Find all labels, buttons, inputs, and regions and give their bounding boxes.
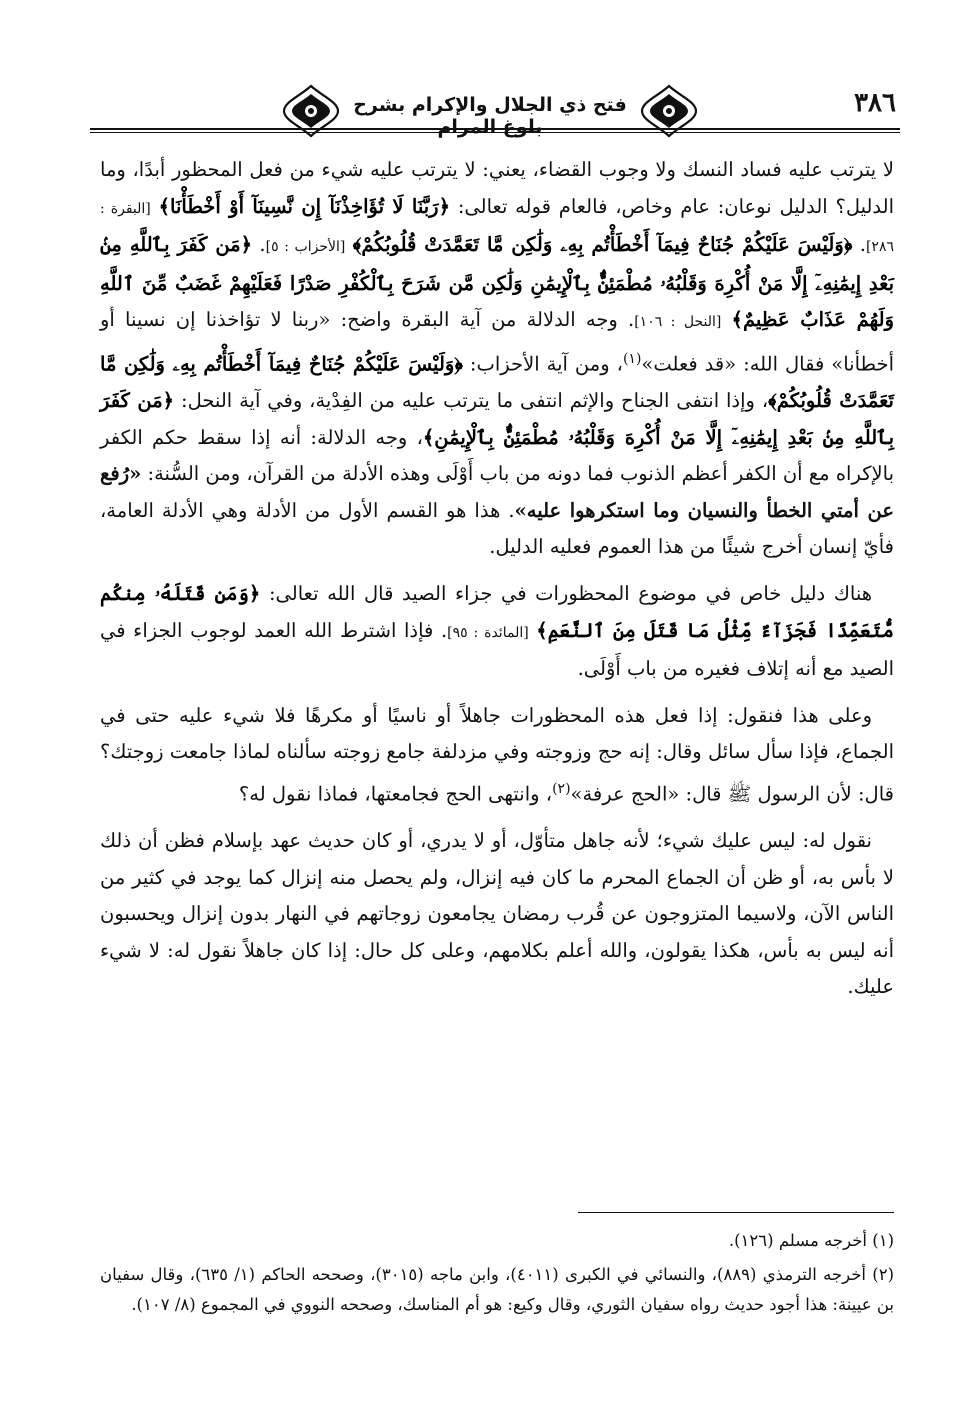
- quran-verse: ﴿وَلَيْسَ عَلَيْكُمْ جُنَاحٌ فِيمَآ أَخْطَأْتُم بِهِۦ وَلَٰكِن مَّا تَعَمَّدَتْ قُلُوبُكُمْ﴾: [100, 352, 894, 413]
- page-header: [90, 82, 900, 142]
- verse-reference: [البقرة : ٢٨٦]: [100, 200, 894, 256]
- hadith-quote: «رُفع عن أمتي الخطأ والنسيان وما استكرهوا عليه»: [100, 462, 894, 522]
- text-run: . فإذا اشترط الله العمد لوجوب الجزاء في الصيد مع أنه إتلاف فغيره من باب أَوْلَى.: [100, 618, 894, 681]
- text-run: .: [852, 233, 866, 257]
- paragraph-3: [100, 698, 894, 813]
- text-run: ، وجه الدلالة: أنه إذا سقط حكم الكفر بالإكراه مع أن الكفر أعظم الذنوب فما دونه من باب أَوْلَى وهذه الأدلة من القرآن، ومن السُّنة:: [100, 425, 894, 486]
- running-title: فتح ذي الجلال والإكرام بشرح بلوغ المرام: [353, 94, 627, 138]
- text-run: . وجه الدلالة من آية البقرة واضح: «ربنا لا تؤاخذنا إن نسينا أو أخطأنا» فقال الله: «قد فعلت»: [100, 308, 894, 376]
- footnote-marker: (٢): [552, 781, 571, 797]
- verse-reference: [المائدة : ٩٥]: [447, 624, 529, 641]
- main-text: [100, 152, 894, 1016]
- footnote-1: (١) أخرجه مسلم (١٢٦).: [728, 1231, 894, 1250]
- footnote-2: (٢) أخرجه الترمذي (٨٨٩)، والنسائي في الكبرى (٤٠١١)، وابن ماجه (٣٠١٥)، وصححه الحاكم (١/ ٦٣٥)، وقال سفيان بن عيينة: هذا أجود حديث رواه سفيان الثوري، وقال وكيع: هو أم المناسك، وصححه النووي في المجموع (٨/ ١٠٧).: [100, 1265, 894, 1314]
- text-run: ، وانتهى الحج فجامعتها، فماذا نقول له؟: [238, 782, 553, 806]
- paragraph-1: [100, 152, 894, 566]
- quran-verse: ﴿رَبَّنَا لَا تُؤَاخِذْنَآ إِن نَّسِينَآ أَوْ أَخْطَأْنَا﴾: [158, 194, 451, 218]
- quran-verse: ﴿وَمَن قَتَلَهُۥ مِنكُم مُّتَعَمِّدًا فَجَزَآءٌ مِّثْلُ مَا قَتَلَ مِنَ ٱلنَّعَمِ﴾: [100, 582, 894, 642]
- text-run: . هذا هو القسم الأول من الأدلة وهي الأدلة العامة، فأيّ إنسان أخرج شيئًا من هذا العموم فعليه الدليل.: [100, 498, 894, 559]
- text-run: .: [252, 233, 266, 257]
- header-divider-thin: [90, 132, 900, 133]
- quran-verse: ﴿مَن كَفَرَ بِٱللَّهِ مِنۢ بَعْدِ إِيمَٰنِهِۦٓ إِلَّا مَنْ أُكْرِهَ وَقَلْبُهُۥ مُطْمَئِنٌّۢ بِٱلْإِيمَٰنِ وَلَٰكِن مَّن شَرَحَ بِٱلْكُفْرِ صَدْرًا فَعَلَيْهِمْ غَضَبٌ مِّنَ ٱللَّهِ وَلَهُمْ عَذَابٌ عَظِيمٌ﴾: [100, 233, 894, 332]
- text-run: وعلى هذا فنقول: إذا فعل هذه المحظورات جاهلاً أو ناسيًا أو مكرهًا فلا شيء عليه حتى في الجماع، فإذا سأل سائل وقال: إنه حج وزوجته وفي مزدلفة جامع زوجته سألناه لماذا جامعت زوجتك؟ قال: لأن الرسول ﷺ قال: «الحج عرفة»: [100, 703, 894, 806]
- footnote-marker: (١): [622, 350, 642, 367]
- quran-verse: ﴿مَن كَفَرَ بِٱللَّهِ مِنۢ بَعْدِ إِيمَٰنِهِۦٓ إِلَّا مَنْ أُكْرِهَ وَقَلْبُهُۥ مُطْمَئِنٌّۢ بِٱلْإِيمَٰنِ﴾: [100, 389, 895, 449]
- page-number: ٣٨٦: [854, 88, 896, 118]
- footnotes: [100, 1226, 894, 1324]
- footnote-divider: [578, 1212, 894, 1213]
- text-run: هناك دليل خاص في موضوع المحظورات في جزاء الصيد قال الله تعالى:: [260, 582, 872, 606]
- paragraph-4: [100, 823, 894, 1006]
- paragraph-2: [100, 576, 894, 688]
- text-run: ، ومن آية الأحزاب:: [462, 352, 623, 376]
- header-divider: [90, 128, 900, 130]
- text-run: لا يترتب عليه فساد النسك ولا وجوب القضاء، يعني: لا يترتب عليه شيء من فعل المحظور أبدًا، وما الدليل؟ الدليل نوعان: عام وخاص، فالعام قوله تعالى:: [100, 158, 895, 218]
- verse-reference: [النحل : ١٠٦]: [634, 314, 722, 331]
- verse-reference: [الأحزاب : ٥]: [265, 239, 346, 256]
- quran-verse: ﴿وَلَيْسَ عَلَيْكُمْ جُنَاحٌ فِيمَآ أَخْطَأْتُم بِهِۦ وَلَٰكِن مَّا تَعَمَّدَتْ قُلُوبُكُمْ﴾: [352, 233, 853, 257]
- text-run: نقول له: ليس عليك شيء؛ لأنه جاهل متأوّل، أو لا يدري، أو كان حديث عهد بإسلام فظن أن ذلك لا بأس به، أو ظن أن الجماع المحرم ما كان فيه إنزال، ولم يحصل منه إنزال كما يوجد في كثير من الناس الآن، ولاسيما المتزوجون عن قُرب رمضان يجامعون زوجاتهم في النهار بدون إنزال ويحسبون أنه ليس به بأس، هكذا يقولون، والله أعلم بكلامهم، وعلى كل حال: إذا كان جاهلاً نقول له: لا شيء عليك.: [100, 829, 894, 999]
- text-run: ، وإذا انتفى الجناح والإثم انتفى ما يترتب عليه من الفِدْية، وفي آية النحل:: [174, 389, 769, 413]
